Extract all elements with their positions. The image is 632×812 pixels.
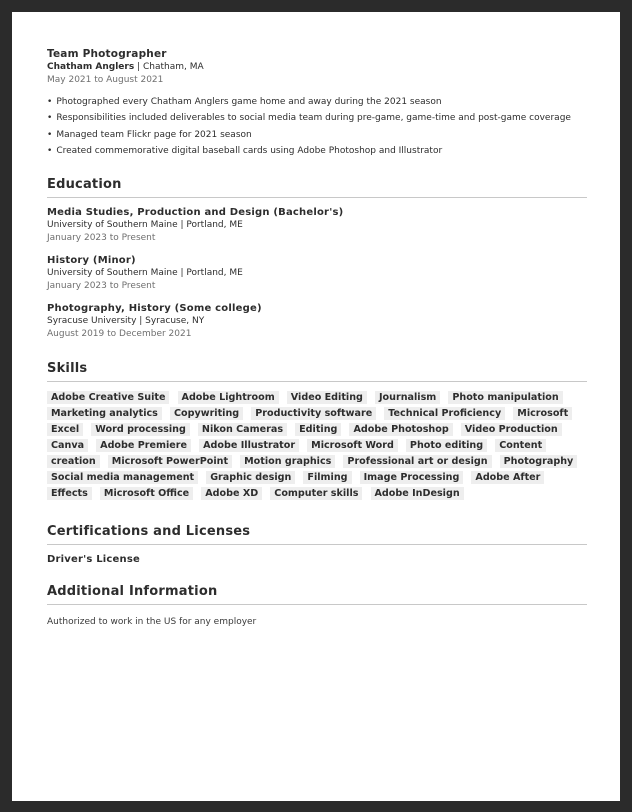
skill-tag: Marketing analytics	[47, 407, 162, 420]
skill-tag: Adobe Premiere	[96, 439, 191, 452]
skill-tag: Photo manipulation	[448, 391, 562, 404]
education-item	[47, 302, 587, 341]
skill-tag: Adobe Photoshop	[349, 423, 452, 436]
experience-entry	[47, 48, 587, 159]
education-school: Syracuse University | Syracuse, NY	[47, 316, 205, 327]
additional-heading: Additional Information	[47, 584, 587, 605]
skill-tag: Microsoft PowerPoint	[108, 455, 232, 468]
skill-tag: Microsoft Word	[307, 439, 398, 452]
skill-tag: Nikon Cameras	[198, 423, 287, 436]
skill-tag: Content creation	[47, 439, 546, 468]
certifications-heading: Certifications and Licenses	[47, 524, 587, 545]
skills-list	[47, 390, 587, 502]
education-section	[47, 177, 587, 341]
skills-heading: Skills	[47, 361, 587, 382]
company-name: Chatham Anglers	[47, 62, 135, 72]
skill-tag: Editing	[295, 423, 341, 436]
skills-section	[47, 361, 587, 502]
additional-section	[47, 584, 587, 627]
skill-tag: Adobe XD	[201, 487, 262, 500]
job-bullet: • Responsibilities included deliverables to social media team during pre-game, game-time and post-game coverage	[47, 110, 587, 126]
education-item	[47, 206, 587, 245]
skill-tag: Technical Proficiency	[384, 407, 505, 420]
skill-tag: Social media management	[47, 471, 198, 484]
additional-text: Authorized to work in the US for any employer	[47, 617, 257, 628]
job-dates: May 2021 to August 2021	[47, 75, 164, 85]
resume-content	[47, 48, 587, 627]
skill-tag: Canva	[47, 439, 88, 452]
certifications-section	[47, 524, 587, 565]
skill-tag: Computer skills	[270, 487, 362, 500]
education-school: University of Southern Maine | Portland, ME	[47, 268, 243, 279]
education-degree: Media Studies, Production and Design (Bachelor's)	[47, 207, 344, 219]
skill-tag: Image Processing	[360, 471, 464, 484]
skill-tag: Productivity software	[251, 407, 376, 420]
job-bullet: • Created commemorative digital baseball cards using Adobe Photoshop and Illustrator	[47, 143, 587, 159]
skill-tag: Word processing	[91, 423, 190, 436]
skill-tag: Microsoft Office	[100, 487, 193, 500]
skill-tag: Video Editing	[287, 391, 367, 404]
skill-tag: Adobe Illustrator	[199, 439, 299, 452]
skill-tag: Journalism	[375, 391, 440, 404]
education-degree: Photography, History (Some college)	[47, 303, 262, 315]
education-dates: August 2019 to December 2021	[47, 329, 192, 340]
skill-tag: Photo editing	[406, 439, 487, 452]
skill-tag: Video Production	[461, 423, 562, 436]
skill-tag: Photography	[500, 455, 578, 468]
job-bullets	[47, 94, 587, 159]
skill-tag: Microsoft Excel	[47, 407, 572, 436]
skill-tag: Graphic design	[206, 471, 295, 484]
resume-page	[12, 12, 620, 801]
job-bullet: • Managed team Flickr page for 2021 season	[47, 127, 587, 143]
education-degree: History (Minor)	[47, 255, 136, 267]
skill-tag: Adobe After Effects	[47, 471, 544, 500]
education-dates: January 2023 to Present	[47, 233, 156, 244]
skill-tag: Adobe InDesign	[371, 487, 464, 500]
education-dates: January 2023 to Present	[47, 281, 156, 292]
education-heading: Education	[47, 177, 587, 198]
skill-tag: Adobe Creative Suite	[47, 391, 169, 404]
skill-tag: Professional art or design	[343, 455, 491, 468]
job-bullet: • Photographed every Chatham Anglers game home and away during the 2021 season	[47, 94, 587, 110]
skill-tag: Motion graphics	[240, 455, 335, 468]
company-location: | Chatham, MA	[137, 62, 204, 72]
education-item	[47, 254, 587, 293]
education-school: University of Southern Maine | Portland, ME	[47, 220, 243, 231]
skill-tag: Copywriting	[170, 407, 243, 420]
company-line	[47, 61, 587, 74]
skill-tag: Filming	[303, 471, 351, 484]
job-title: Team Photographer	[47, 48, 167, 60]
skill-tag: Adobe Lightroom	[178, 391, 279, 404]
certification-item: Driver's License	[47, 554, 140, 566]
